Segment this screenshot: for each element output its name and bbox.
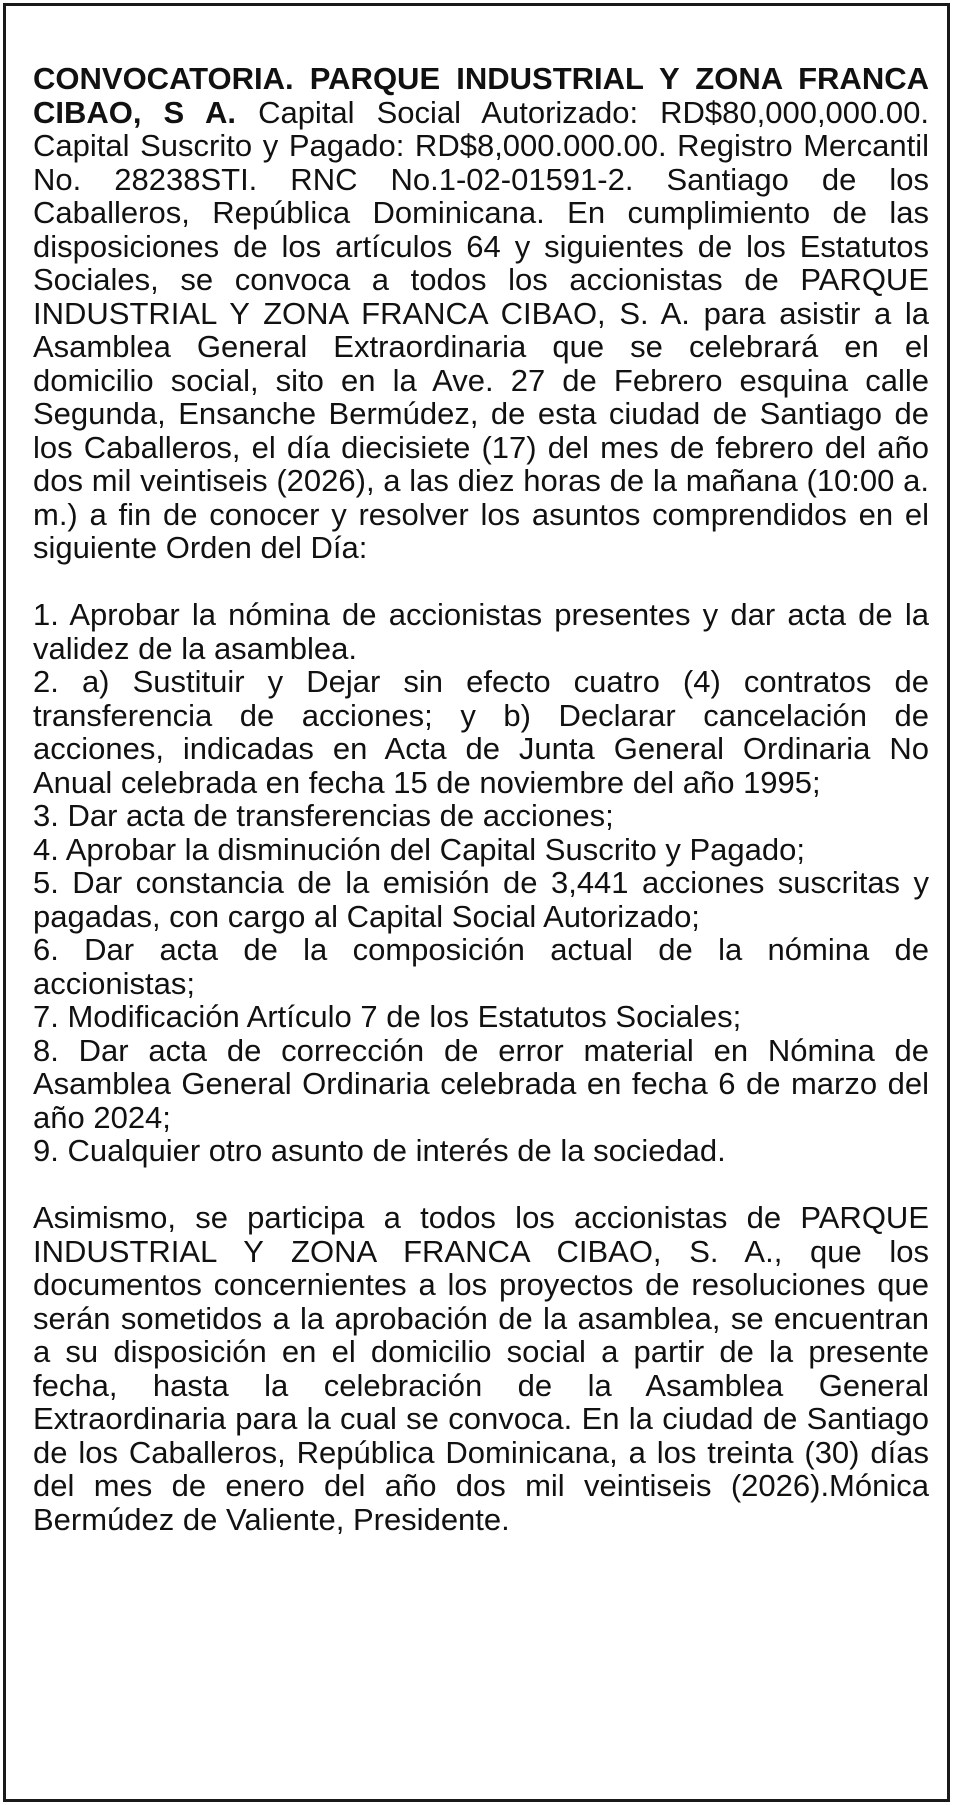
notice-closing: Asimismo, se participa a todos los accionistas de PARQUE INDUSTRIAL Y ZONA FRANCA CIBAO, S. A., que los documentos concernientes a los proyectos de resoluciones que serán sometidos a la aprobación de la asamblea, se encuentran a su disposición en el domicilio social a partir de la presente fecha, hasta la celebración de la Asamblea General Extraordinaria para la cual se convoca. En la ciudad de Santiago de los Caballeros, República Dominicana, a los treinta (30) días del mes de enero del año dos mil veintiseis (2026).Mónica Bermúdez de Valiente, Presidente. <box>33 1200 929 1537</box>
notice-heading: CONVOCATORIA. PARQUE INDUSTRIAL Y ZONA FRANCA CIBAO, S A. <box>33 61 929 130</box>
agenda-item-9: 9. Cualquier otro asunto de interés de la sociedad. <box>33 1133 726 1168</box>
agenda-item-8: 8. Dar acta de corrección de error material en Nómina de Asamblea General Ordinaria celebrada en fecha 6 de marzo del año 2024; <box>33 1032 929 1135</box>
agenda-item-2: 2. a) Sustituir y Dejar sin efecto cuatro (4) contratos de transferencia de acciones; y b) Declarar cancelación de acciones, indicadas en Acta de Junta General Ordinaria No Anual celebrada en fecha 15 de noviembre del año 1995; <box>33 664 929 800</box>
agenda-item-7: 7. Modificación Artículo 7 de los Estatutos Sociales; <box>33 999 742 1034</box>
agenda-item-4: 4. Aprobar la disminución del Capital Suscrito y Pagado; <box>33 831 805 867</box>
notice-intro: Capital Social Autorizado: RD$80,000,000.00. Capital Suscrito y Pagado: RD$8,000.000.00. Registro Mercantil No. 28238STI. RNC No.1-02-01591-2. Santiago de los Caballeros, República Dominicana. En cumplimiento de las disposiciones de los artículos 64 y siguientes de los Estatutos Sociales, se convoca a todos los accionistas de PARQUE INDUSTRIAL Y ZONA FRANCA CIBAO, S. A. para asistir a la Asamblea General Extraordinaria que se celebrará en el domicilio social, sito en la Ave. 27 de Febrero esquina calle Segunda, Ensanche Bermúdez, de esta ciudad de Santiago de los Caballeros, el día diecisiete (17) del mes de febrero del año dos mil veintiseis (2026), a las diez horas de la mañana (10:00 a. m.) a fin de conocer y resolver los asuntos comprendidos en el siguiente Orden del Día: <box>33 94 929 565</box>
agenda-item-1: 1. Aprobar la nómina de accionistas presentes y dar acta de la validez de la asamblea. <box>33 597 929 666</box>
agenda-list <box>33 598 929 1168</box>
notice-frame <box>3 3 950 1802</box>
agenda-item-3: 3. Dar acta de transferencias de acciones; <box>33 798 614 833</box>
agenda-item-6: 6. Dar acta de la composición actual de la nómina de accionistas; <box>33 932 929 1001</box>
notice-body <box>33 62 929 1536</box>
notice-intro-paragraph <box>33 62 929 565</box>
agenda-item-5: 5. Dar constancia de la emisión de 3,441 acciones suscritas y pagadas, con cargo al Capital Social Autorizado; <box>33 865 929 934</box>
